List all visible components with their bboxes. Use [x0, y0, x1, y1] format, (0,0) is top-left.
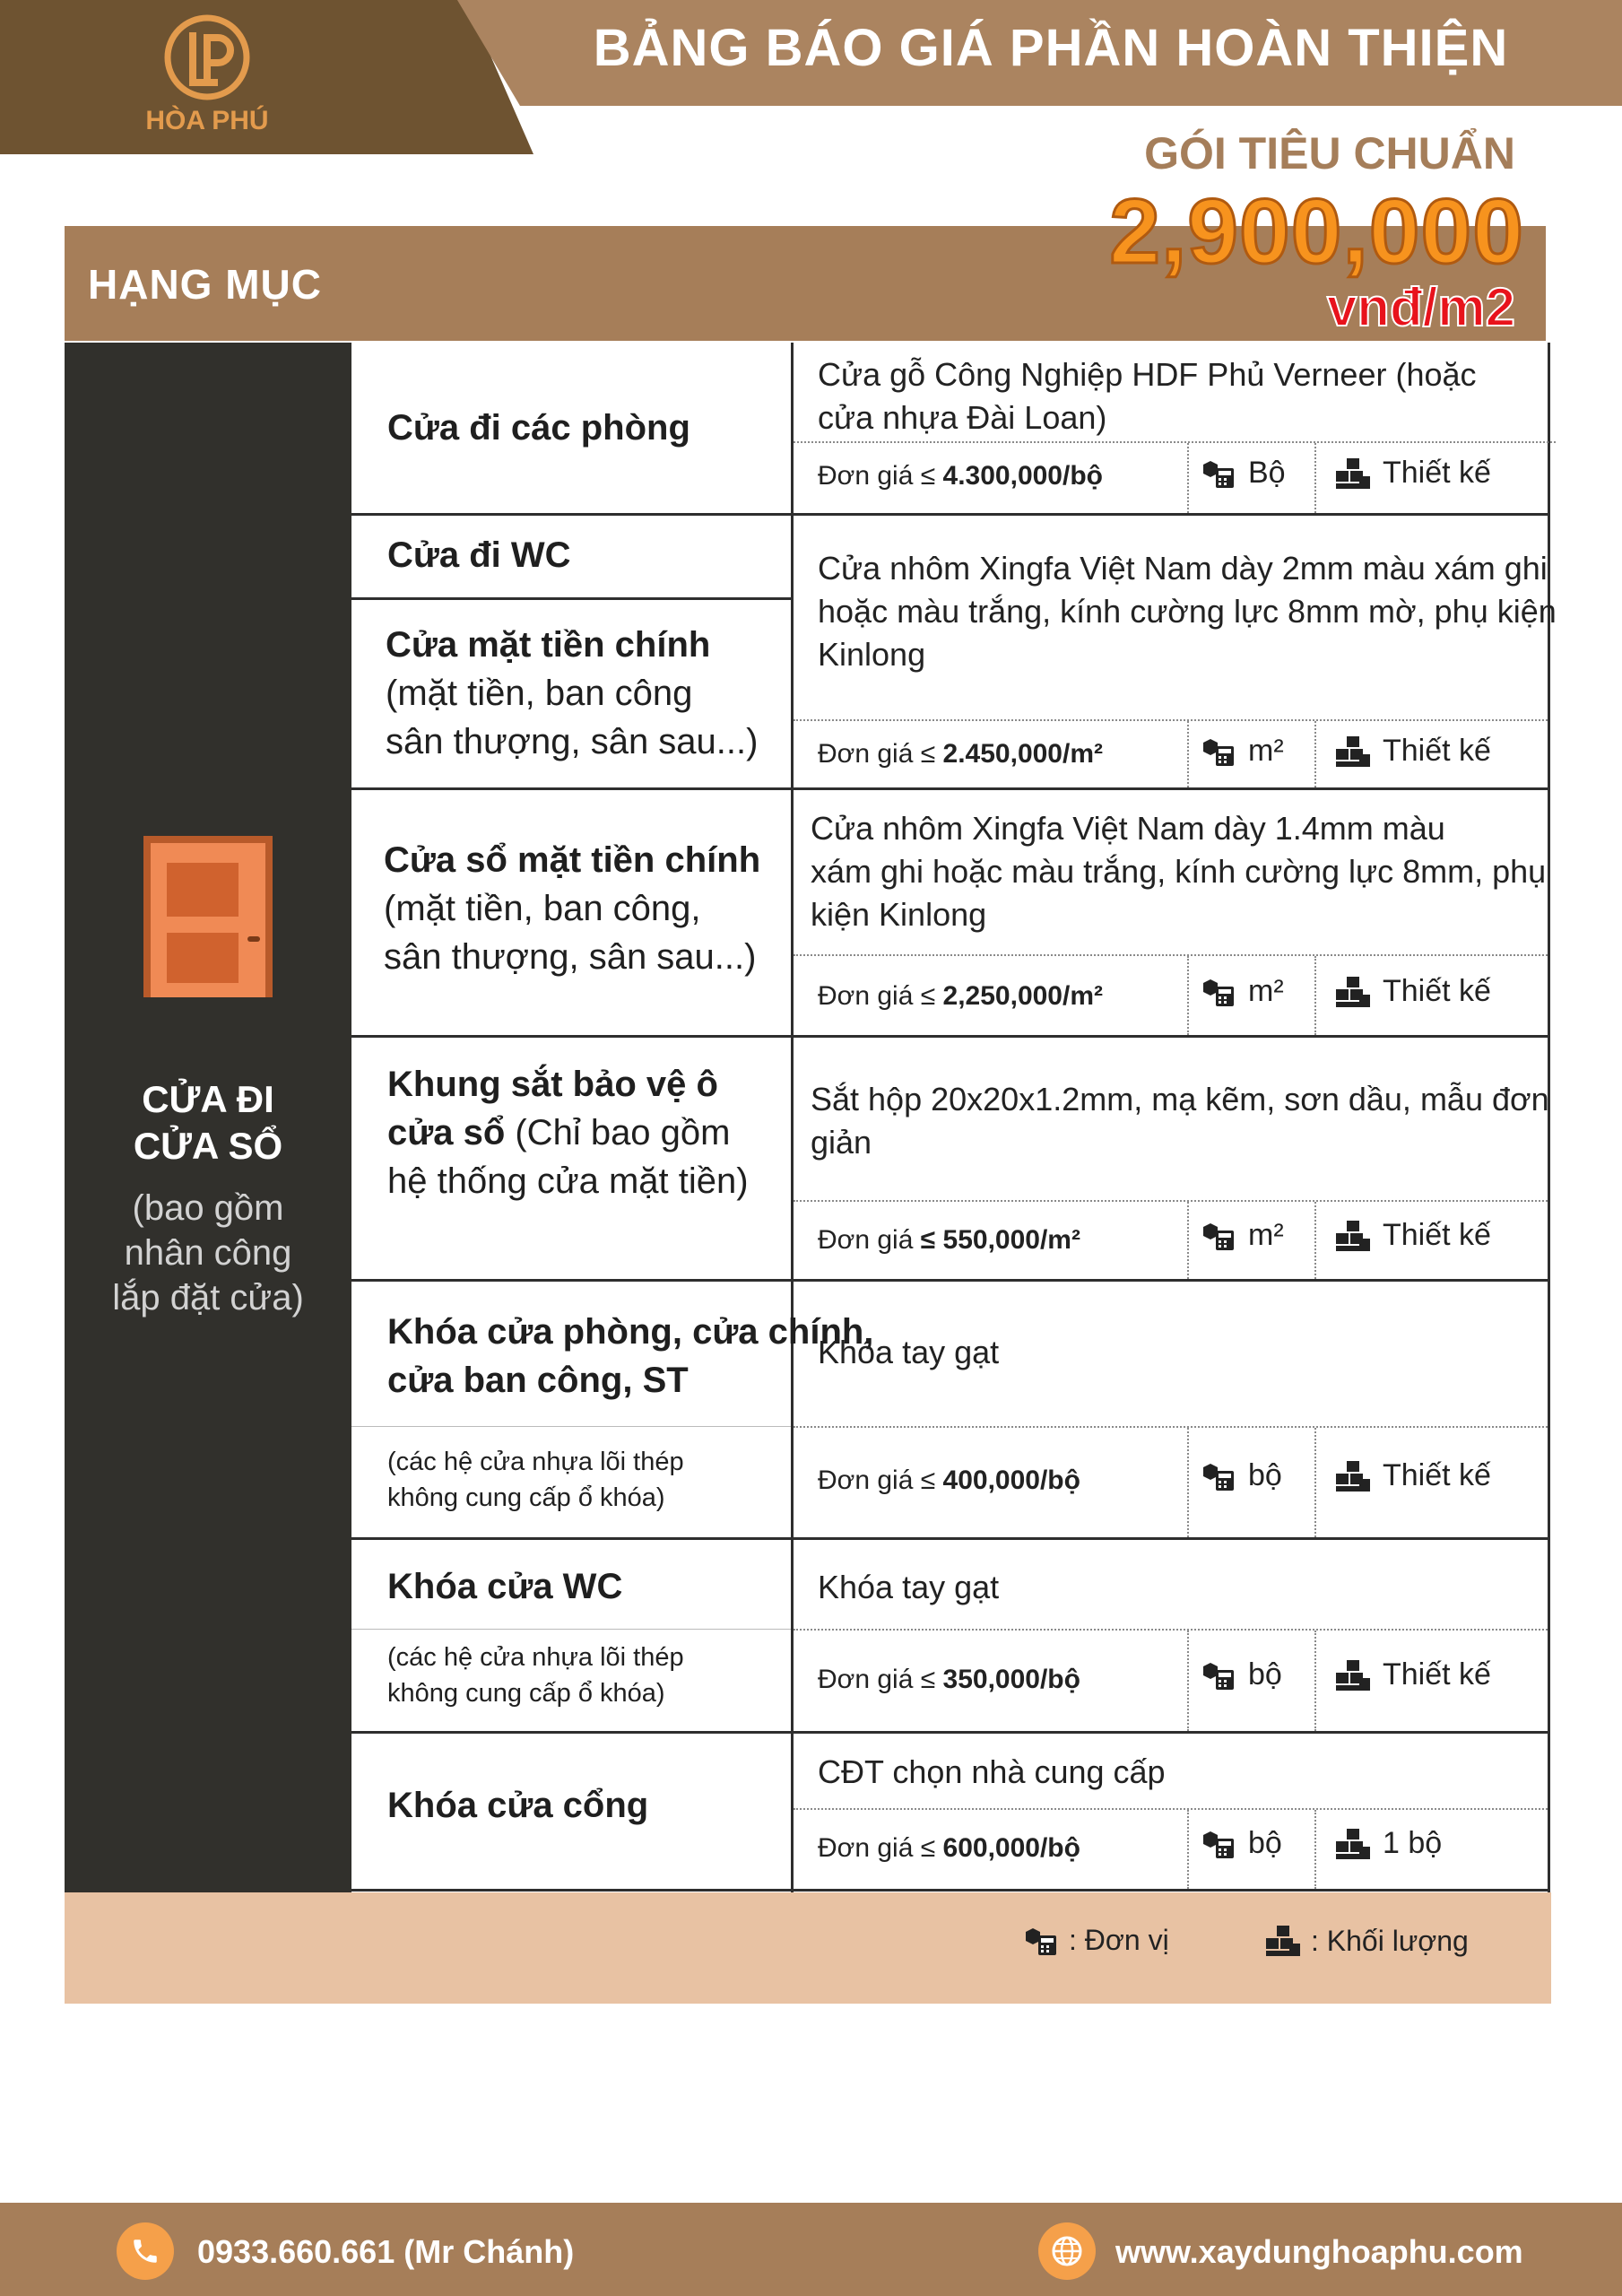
item-description [818, 547, 1557, 676]
note-line: không cung cấp ổ khóa) [387, 1679, 665, 1708]
unit-icon [1201, 1220, 1237, 1252]
package-price-unit: vnđ/m2 [1326, 277, 1515, 337]
item-title: cửa ban công, ST [387, 1361, 689, 1400]
row-divider [351, 513, 1548, 516]
description-line: xám ghi hoặc màu trắng, kính cường lực 8mm, phụ [811, 853, 1547, 890]
unit-price [818, 1665, 1080, 1695]
description-line: kiện Kinlong [811, 896, 987, 933]
description-line: Khóa tay gạt [818, 1569, 1000, 1605]
unit-icon [1201, 457, 1237, 490]
footer-phone[interactable]: 0933.660.661 (Mr Chánh) [197, 2233, 575, 2270]
item-title: Khóa cửa cổng [387, 1786, 649, 1825]
description-line: Khóa tay gạt [818, 1334, 1000, 1370]
item-detail-line: hệ thống cửa mặt tiền) [387, 1161, 749, 1201]
item-note [387, 1444, 684, 1516]
item-title: Cửa đi WC [387, 535, 571, 575]
unit-icon [1201, 976, 1237, 1008]
unit-icon [1201, 1828, 1237, 1860]
unit-cell [1201, 1657, 1282, 1692]
price-label: Đơn giá ≤ [818, 461, 943, 491]
globe-icon [1038, 2222, 1096, 2280]
price-label: Đơn giá ≤ [818, 1465, 943, 1495]
description-line: Sắt hộp 20x20x1.2mm, mạ kẽm, sơn dầu, mẫu đơn [811, 1081, 1549, 1118]
item-description [818, 1331, 999, 1374]
price-cell-divider [1314, 1810, 1316, 1889]
quantity-text: Thiết kế [1383, 1458, 1491, 1492]
description-line: Cửa gỗ Công Nghiệp HDF Phủ Verneer (hoặc [818, 356, 1477, 393]
description-line: Cửa nhôm Xingfa Việt Nam dày 1.4mm màu [811, 810, 1445, 847]
category-subtitle-line: lắp đặt cửa) [112, 1278, 304, 1318]
quantity-cell [1334, 734, 1491, 769]
price-label: Đơn giá ≤ [818, 1665, 943, 1694]
row-divider [351, 1035, 1548, 1038]
price-cell-divider [1314, 721, 1316, 787]
legend-quantity [1264, 1924, 1469, 1958]
unit-text: bộ [1248, 1458, 1282, 1492]
price-cell-divider [1187, 1202, 1189, 1279]
price-row-divider [794, 1808, 1548, 1810]
item-description [818, 1566, 999, 1609]
item-name [384, 836, 760, 981]
price-value: 400,000/bộ [942, 1465, 1080, 1495]
boxes-icon [1334, 735, 1372, 769]
row-divider [351, 597, 791, 600]
price-label: Đơn giá [818, 1225, 921, 1255]
price-value: 2,250,000/m² [942, 981, 1103, 1011]
category-title [65, 1076, 351, 1170]
quantity-cell [1334, 1826, 1442, 1861]
quantity-text: Thiết kế [1383, 1657, 1491, 1692]
unit-price [818, 981, 1103, 1012]
unit-price [818, 1465, 1080, 1496]
unit-icon [1024, 1925, 1060, 1957]
quantity-text: Thiết kế [1383, 456, 1491, 490]
unit-icon [1201, 735, 1237, 768]
price-row-divider [794, 954, 1548, 956]
price-value: 600,000/bộ [942, 1833, 1080, 1863]
price-label: Đơn giá ≤ [818, 981, 943, 1011]
price-cell-divider [1314, 443, 1316, 513]
unit-icon [1201, 1460, 1237, 1492]
price-cell-divider [1187, 1631, 1189, 1731]
item-title: Cửa mặt tiền chính [386, 625, 711, 665]
price-cell-divider [1187, 956, 1189, 1035]
price-label: Đơn giá ≤ [818, 1833, 943, 1863]
unit-text: bộ [1248, 1826, 1282, 1860]
quantity-text: Thiết kế [1383, 1218, 1491, 1252]
item-title: Khung sắt bảo vệ ô [387, 1065, 718, 1104]
item-title-part: cửa sổ [387, 1113, 506, 1152]
price-cell-divider [1187, 1810, 1189, 1889]
unit-cell [1201, 456, 1286, 491]
unit-price [818, 1225, 1080, 1256]
item-description [811, 1078, 1549, 1164]
quantity-text: Thiết kế [1383, 734, 1491, 768]
package-name: GÓI TIÊU CHUẨN [1144, 128, 1515, 178]
row-divider [351, 787, 1548, 790]
unit-icon [1201, 1659, 1237, 1692]
quantity-cell [1334, 456, 1491, 491]
legend-unit-label: : Đơn vị [1069, 1924, 1169, 1956]
category-title-line: CỬA SỔ [133, 1125, 283, 1167]
category-subtitle-line: (bao gồm [132, 1188, 284, 1228]
boxes-icon [1334, 1219, 1372, 1253]
category-title-line: CỬA ĐI [142, 1078, 274, 1120]
boxes-icon [1334, 1658, 1372, 1692]
row-divider [351, 1279, 1548, 1282]
description-line: giản [811, 1124, 872, 1161]
item-title: Khóa cửa WC [387, 1567, 623, 1606]
unit-price [818, 739, 1103, 770]
row-divider [351, 1426, 791, 1427]
item-title: Khóa cửa phòng, cửa chính, [387, 1312, 874, 1352]
unit-cell [1201, 734, 1284, 769]
price-cell-divider [1314, 1428, 1316, 1537]
item-name [387, 1781, 648, 1830]
item-note [387, 1639, 684, 1711]
door-icon [143, 836, 273, 997]
description-line: cửa nhựa Đài Loan) [818, 399, 1107, 436]
quantity-cell [1334, 1458, 1491, 1493]
row-divider [351, 1889, 1548, 1892]
boxes-icon [1334, 1827, 1372, 1861]
legend-quantity-label: : Khối lượng [1311, 1924, 1469, 1957]
quantity-text: 1 bộ [1383, 1826, 1443, 1860]
item-description [811, 807, 1546, 936]
column-label: HẠNG MỤC [88, 261, 322, 308]
hoa-phu-logo-icon [162, 13, 252, 102]
unit-cell [1201, 974, 1284, 1009]
price-row-divider [794, 1200, 1548, 1202]
footer-website[interactable]: www.xaydunghoaphu.com [1115, 2233, 1523, 2270]
item-description [818, 1751, 1166, 1794]
quantity-cell [1334, 1218, 1491, 1253]
note-line: không cung cấp ổ khóa) [387, 1483, 665, 1512]
phone-icon [117, 2222, 174, 2280]
unit-price [818, 461, 1103, 491]
description-line: CĐT chọn nhà cung cấp [818, 1753, 1166, 1790]
item-name [387, 531, 571, 579]
item-detail-line: (mặt tiền, ban công [386, 674, 693, 713]
category-column [65, 343, 351, 1892]
item-detail-line: (mặt tiền, ban công, [384, 889, 701, 928]
category-subtitle [65, 1186, 351, 1320]
price-value: 350,000/bộ [942, 1665, 1080, 1694]
item-name [386, 621, 758, 766]
price-cell-divider [1314, 1202, 1316, 1279]
column-divider [791, 343, 794, 1892]
unit-cell [1201, 1458, 1282, 1493]
item-detail-line: sân thượng, sân sau...) [384, 937, 757, 977]
item-name [387, 404, 690, 452]
price-row-divider [794, 1629, 1548, 1631]
note-line: (các hệ cửa nhựa lõi thép [387, 1448, 684, 1476]
boxes-icon [1334, 457, 1372, 491]
item-detail-line: sân thượng, sân sau...) [386, 722, 759, 761]
unit-cell [1201, 1218, 1284, 1253]
price-row-divider [794, 441, 1556, 443]
boxes-icon [1334, 1459, 1372, 1493]
price-value: 2.450,000/m² [942, 739, 1103, 769]
item-name [387, 1308, 873, 1405]
unit-text: m² [1248, 974, 1284, 1008]
row-divider [351, 1629, 791, 1630]
unit-text: bộ [1248, 1657, 1282, 1692]
category-subtitle-line: nhân công [124, 1233, 292, 1273]
boxes-icon [1264, 1924, 1302, 1958]
unit-cell [1201, 1826, 1282, 1861]
row-divider [351, 1731, 1548, 1734]
price-cell-divider [1187, 443, 1189, 513]
legend-unit [1024, 1924, 1169, 1957]
note-line: (các hệ cửa nhựa lõi thép [387, 1643, 684, 1672]
item-detail-part: (Chỉ bao gồm [505, 1113, 731, 1152]
item-name [387, 1060, 749, 1205]
unit-text: m² [1248, 734, 1284, 768]
item-name [387, 1562, 622, 1611]
quantity-cell [1334, 974, 1491, 1009]
logo-text: HÒA PHÚ [145, 106, 269, 135]
unit-text: Bộ [1248, 456, 1286, 490]
quantity-cell [1334, 1657, 1491, 1692]
boxes-icon [1334, 975, 1372, 1009]
price-cell-divider [1314, 1631, 1316, 1731]
quantity-text: Thiết kế [1383, 974, 1491, 1008]
package-price: 2,900,000 [1109, 180, 1524, 283]
company-logo [134, 13, 280, 136]
price-cell-divider [1187, 721, 1189, 787]
price-value: 4.300,000/bộ [942, 461, 1103, 491]
page-title: BẢNG BÁO GIÁ PHẦN HOÀN THIỆN [593, 19, 1509, 77]
price-cell-divider [1314, 956, 1316, 1035]
price-row-divider [794, 719, 1548, 721]
item-title: Cửa đi các phòng [387, 408, 690, 448]
price-cell-divider [1187, 1428, 1189, 1537]
description-line: Kinlong [818, 636, 926, 673]
description-line: hoặc màu trắng, kính cường lực 8mm mờ, phụ kiện [818, 593, 1557, 630]
price-row-divider [794, 1426, 1548, 1428]
item-description [818, 353, 1477, 439]
row-divider [351, 1537, 1548, 1540]
price-label: Đơn giá ≤ [818, 739, 943, 769]
unit-text: m² [1248, 1218, 1284, 1252]
description-line: Cửa nhôm Xingfa Việt Nam dày 2mm màu xám ghi [818, 550, 1548, 587]
item-title: Cửa sổ mặt tiền chính [384, 840, 761, 880]
price-value: ≤ 550,000/m² [920, 1225, 1080, 1255]
unit-price [818, 1833, 1080, 1864]
